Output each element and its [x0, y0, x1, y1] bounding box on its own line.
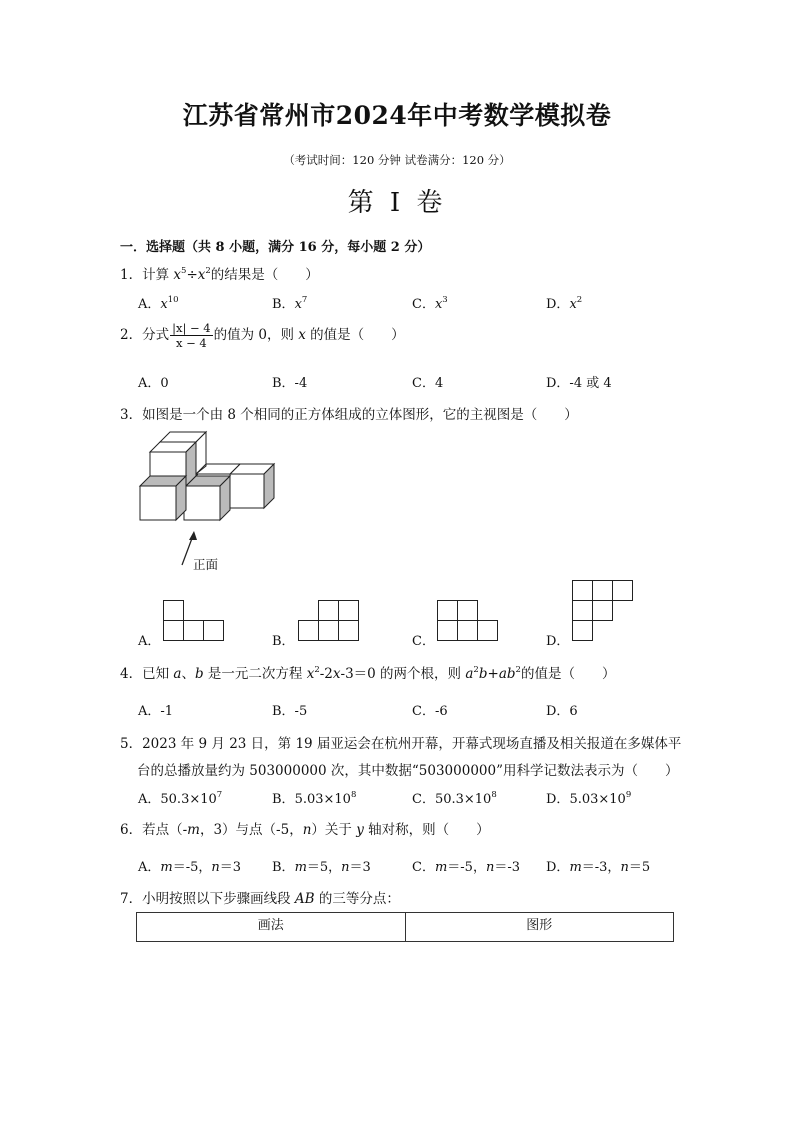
question-2: 2．分式 $\frac{|x| - 4}{x - 4}$ 的值为 0，则 x 的值是（ ） — [120, 321, 405, 350]
cube-face — [230, 474, 264, 508]
question-5-line-1: 5．2023 年 9 月 23 日，第 19 届亚运会在杭州开幕，开幕式现场直播及相关报道在多媒体平 — [120, 736, 682, 752]
section-heading: 一．选择题（共 8 小题，满分 16 分，每小题 2 分） — [120, 240, 431, 255]
q6-option-b[interactable]: B．m＝5，n＝3 — [272, 860, 371, 875]
q5-option-c[interactable]: C．$50.3\times 10^8$ — [412, 790, 497, 807]
q3-option-c-label[interactable]: C． — [412, 634, 435, 649]
q3-option-b-label[interactable]: B． — [272, 634, 295, 649]
q1-option-c[interactable]: C．$x^3$ — [412, 295, 448, 312]
q6-option-a[interactable]: A．m＝-5，n＝3 — [138, 860, 242, 875]
q6-option-d[interactable]: D．m＝-3，n＝5 — [546, 860, 651, 875]
table-header-figure: 图形 — [405, 913, 674, 941]
cube-face — [184, 486, 220, 520]
q5-option-b[interactable]: B．$5.03\times 10^8$ — [272, 790, 357, 807]
q5-option-a[interactable]: A．$50.3\times 10^7$ — [138, 790, 223, 807]
q6-option-c[interactable]: C．m＝-5，n＝-3 — [412, 860, 520, 875]
q4-option-c[interactable]: C．-6 — [412, 704, 448, 719]
question-5-line-2: 台的总播放量约为 503000000 次，其中数据“503000000”用科学记数法表示为（ ） — [137, 763, 679, 779]
figure-label-front: 正面 — [193, 557, 219, 572]
q4-option-d[interactable]: D．6 — [546, 704, 578, 719]
q1-option-a[interactable]: A．$x^{10}$ — [138, 295, 179, 312]
page-title: 江苏省常州市2024年中考数学模拟卷 — [182, 101, 612, 130]
q2-option-b[interactable]: B．-4 — [272, 376, 308, 391]
q3-option-d-label[interactable]: D． — [546, 634, 570, 649]
q3-option-d-view[interactable] — [572, 580, 634, 642]
volume-heading: 第 I 卷 — [347, 188, 447, 218]
q4-option-a[interactable]: A．-1 — [138, 704, 174, 719]
q5-option-d[interactable]: D．$5.03\times 10^9$ — [546, 790, 632, 807]
q2-option-c[interactable]: C．4 — [412, 376, 444, 391]
table-header-method: 画法 — [257, 918, 284, 933]
q2-option-d[interactable]: D．-4 或 4 — [546, 376, 612, 391]
question-1: 1．计算 $x^5\div x^2$的结果是（ ） — [120, 266, 319, 283]
q2-option-a[interactable]: A．0 — [138, 376, 169, 391]
q1-option-b[interactable]: B．$x^7$ — [272, 295, 308, 312]
cube-face — [140, 486, 176, 520]
q3-option-a-view[interactable] — [163, 600, 225, 642]
question-4: 4．已知 a、b 是一元二次方程 $x^2-2x-3=0$ 的两个根，则 $a^2b+ab^2$的值是（ ） — [120, 665, 616, 682]
q4-option-b[interactable]: B．-5 — [272, 704, 308, 719]
question-6: 6．若点（-m，3）与点（-5，n）关于 y 轴对称，则（ ） — [120, 822, 490, 838]
fraction: $\frac{|x| - 4}{x - 4}$ — [172, 321, 211, 350]
exam-info: （考试时间：120 分钟 试卷满分：120 分） — [283, 153, 511, 167]
q3-option-c-view[interactable] — [437, 600, 499, 642]
q3-option-b-view[interactable] — [298, 600, 360, 642]
question-3: 3．如图是一个由 8 个相同的正方体组成的立体图形，它的主视图是（ ） — [120, 407, 578, 423]
question-7: 7．小明按照以下步骤画线段 AB 的三等分点： — [120, 891, 400, 907]
q1-option-d[interactable]: D．$x^2$ — [546, 295, 583, 312]
cube-stack-figure — [130, 425, 290, 575]
q3-option-a-label[interactable]: A． — [138, 634, 161, 649]
method-figure-table — [136, 912, 674, 942]
